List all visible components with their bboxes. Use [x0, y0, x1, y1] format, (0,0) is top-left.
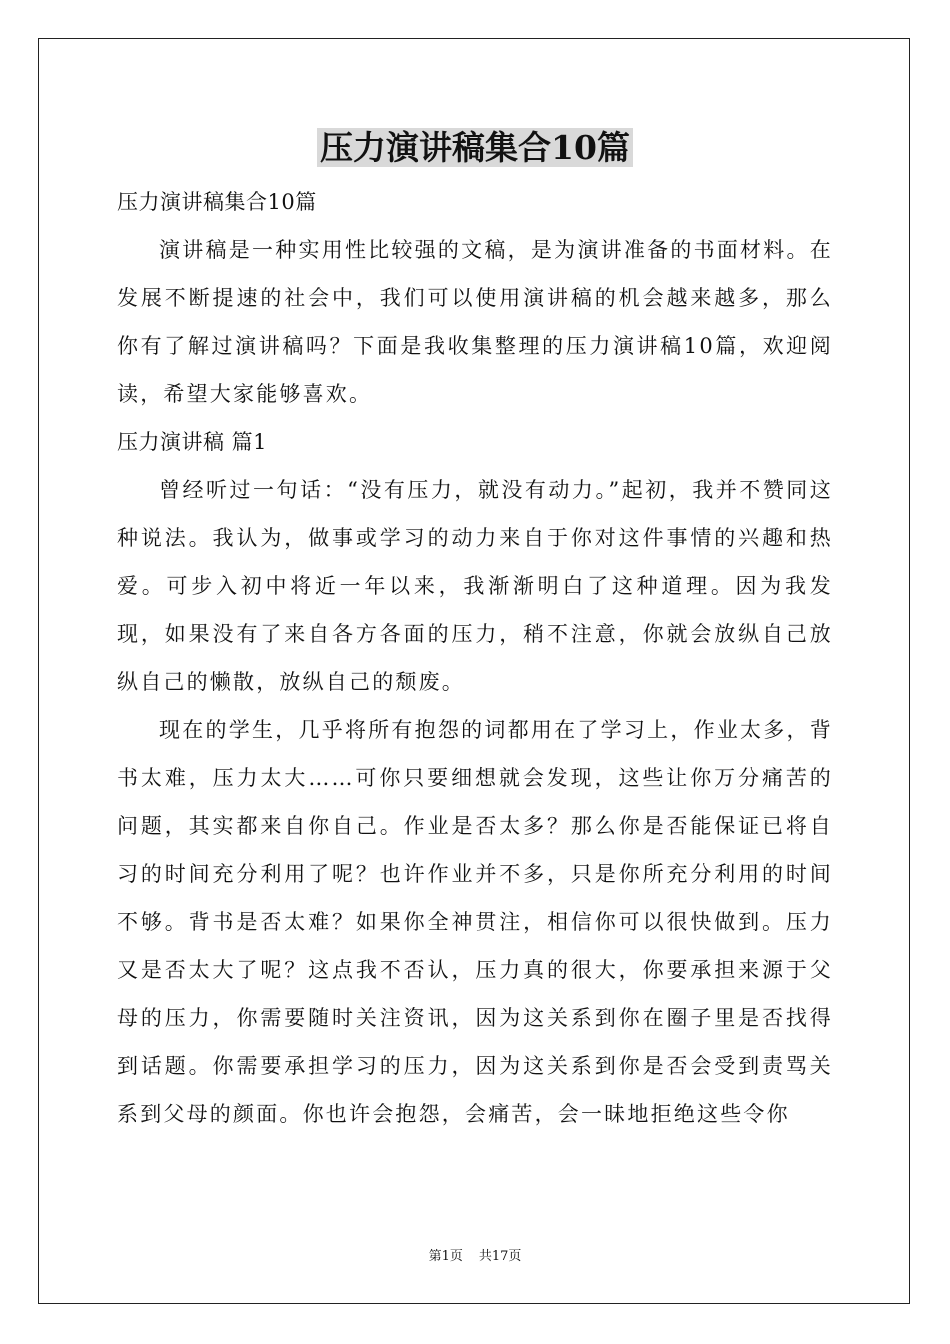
document-body [117, 178, 833, 1138]
page-total: 共17页 [478, 1249, 522, 1264]
body-paragraph: 曾经听过一句话：“没有压力，就没有动力。”起初，我并不赞同这种说法。我认为，做事或学习的动力来自于你对这件事情的兴趣和热爱。可步入初中将近一年以来，我渐渐明白了这种道理。因为我发现，如果没有了来自各方各面的压力，稍不注意，你就会放纵自己放纵自己的懒散，放纵自己的颓废。 [117, 478, 833, 694]
document-subtitle: 压力演讲稿集合10篇 [117, 190, 317, 214]
section-heading: 压力演讲稿 篇1 [117, 430, 268, 454]
intro-paragraph: 演讲稿是一种实用性比较强的文稿，是为演讲准备的书面材料。在发展不断提速的社会中，我们可以使用演讲稿的机会越来越多，那么你有了解过演讲稿吗？下面是我收集整理的压力演讲稿10篇，欢迎阅读，希望大家能够喜欢。 [117, 238, 833, 406]
body-paragraph: 现在的学生，几乎将所有抱怨的词都用在了学习上，作业太多，背书太难，压力太大……可你只要细想就会发现，这些让你万分痛苦的问题，其实都来自你自己。作业是否太多？那么你是否能保证已将自习的时间充分利用了呢？也许作业并不多，只是你所充分利用的时间不够。背书是否太难？如果你全神贯注，相信你可以很快做到。压力又是否太大了呢？这点我不否认，压力真的很大，你要承担来源于父母的压力，你需要随时关注资讯，因为这关系到你在圈子里是否找得到话题。你需要承担学习的压力，因为这关系到你是否会受到责骂关系到父母的颜面。你也许会抱怨，会痛苦，会一昧地拒绝这些令你 [117, 718, 833, 1126]
page-number: 第1页 [428, 1249, 463, 1264]
page-footer [0, 1245, 950, 1264]
document-title [0, 124, 950, 172]
document-title-text: 压力演讲稿集合10篇 [317, 128, 633, 167]
